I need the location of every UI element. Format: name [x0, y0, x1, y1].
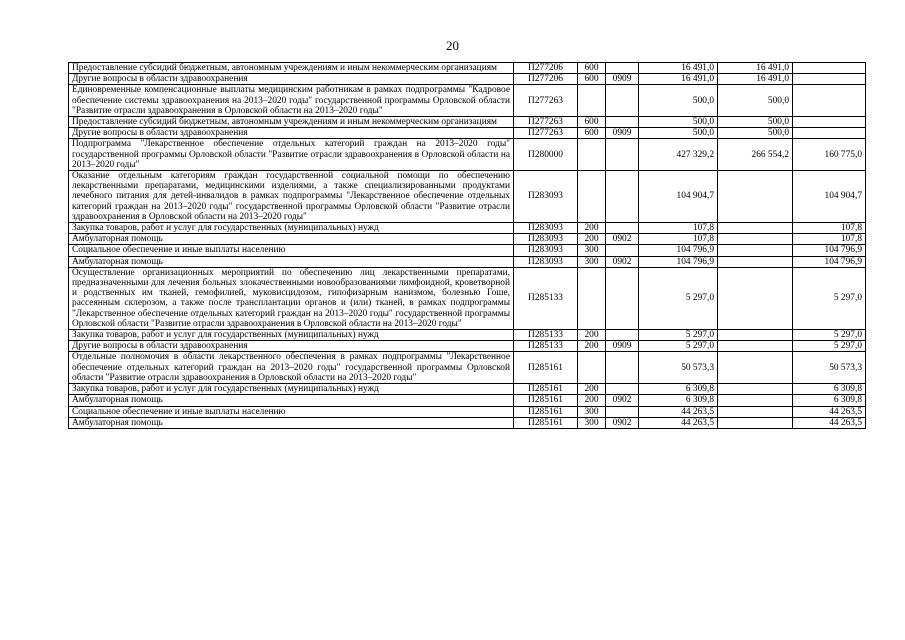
amount-total-cell: 50 573,3 [639, 352, 718, 384]
amount-regional-cell: 266 554,2 [718, 139, 793, 171]
expense-kind-cell: 200 [578, 223, 606, 234]
amount-regional-cell [718, 256, 793, 267]
target-article-code-cell: П285161 [514, 384, 578, 395]
amount-total-cell: 427 329,2 [639, 139, 718, 171]
amount-federal-cell: 6 309,8 [793, 395, 866, 406]
amount-regional-cell: 16 491,0 [718, 63, 793, 74]
expense-name-cell: Предоставление субсидий бюджетным, автономным учреждениям и иным некоммерческим организациям [69, 117, 514, 128]
amount-federal-cell: 107,8 [793, 234, 866, 245]
amount-federal-cell: 104 904,7 [793, 171, 866, 223]
table-row [69, 128, 866, 139]
section-code-cell [606, 63, 639, 74]
section-code-cell [606, 245, 639, 256]
table-row [69, 74, 866, 85]
section-code-cell [606, 139, 639, 171]
expense-name-cell: Амбулаторная помощь [69, 234, 514, 245]
amount-total-cell: 16 491,0 [639, 74, 718, 85]
target-article-code-cell: П277263 [514, 117, 578, 128]
expense-name-cell: Социальное обеспечение и иные выплаты населению [69, 245, 514, 256]
amount-total-cell: 16 491,0 [639, 63, 718, 74]
amount-federal-cell: 5 297,0 [793, 330, 866, 341]
target-article-code-cell: П283093 [514, 171, 578, 223]
expense-kind-cell [578, 139, 606, 171]
amount-federal-cell: 160 775,0 [793, 139, 866, 171]
expense-name-cell: Другие вопросы в области здравоохранения [69, 74, 514, 85]
expense-kind-cell: 200 [578, 384, 606, 395]
amount-regional-cell [718, 341, 793, 352]
amount-total-cell: 6 309,8 [639, 384, 718, 395]
table-row [69, 267, 866, 329]
target-article-code-cell: П283093 [514, 234, 578, 245]
amount-federal-cell: 6 309,8 [793, 384, 866, 395]
section-code-cell [606, 171, 639, 223]
section-code-cell: 0909 [606, 341, 639, 352]
section-code-cell [606, 223, 639, 234]
expense-kind-cell [578, 267, 606, 329]
amount-regional-cell [718, 406, 793, 417]
amount-regional-cell: 500,0 [718, 117, 793, 128]
amount-federal-cell [793, 128, 866, 139]
amount-regional-cell [718, 245, 793, 256]
section-code-cell: 0902 [606, 234, 639, 245]
amount-regional-cell [718, 330, 793, 341]
table-row [69, 139, 866, 171]
expense-name-cell: Закупка товаров, работ и услуг для государственных (муниципальных) нужд [69, 223, 514, 234]
amount-federal-cell: 104 796,9 [793, 256, 866, 267]
amount-total-cell: 5 297,0 [639, 341, 718, 352]
section-code-cell: 0902 [606, 417, 639, 428]
table-row [69, 341, 866, 352]
amount-total-cell: 5 297,0 [639, 267, 718, 329]
table-row [69, 352, 866, 384]
target-article-code-cell: П285161 [514, 395, 578, 406]
expense-kind-cell: 200 [578, 330, 606, 341]
expense-kind-cell: 300 [578, 406, 606, 417]
target-article-code-cell: П277263 [514, 128, 578, 139]
target-article-code-cell: П285133 [514, 330, 578, 341]
table-row [69, 234, 866, 245]
expense-kind-cell: 200 [578, 234, 606, 245]
target-article-code-cell: П280000 [514, 139, 578, 171]
section-code-cell [606, 267, 639, 329]
amount-total-cell: 107,8 [639, 234, 718, 245]
expense-name-cell: Социальное обеспечение и иные выплаты населению [69, 406, 514, 417]
section-code-cell: 0902 [606, 395, 639, 406]
amount-regional-cell: 16 491,0 [718, 74, 793, 85]
target-article-code-cell: П285161 [514, 417, 578, 428]
amount-regional-cell: 500,0 [718, 128, 793, 139]
expense-kind-cell: 200 [578, 395, 606, 406]
expense-kind-cell: 600 [578, 128, 606, 139]
expense-kind-cell [578, 352, 606, 384]
amount-total-cell: 500,0 [639, 117, 718, 128]
expense-name-cell: Закупка товаров, работ и услуг для государственных (муниципальных) нужд [69, 384, 514, 395]
target-article-code-cell: П283093 [514, 256, 578, 267]
section-code-cell: 0902 [606, 256, 639, 267]
amount-federal-cell: 107,8 [793, 223, 866, 234]
table-row [69, 171, 866, 223]
table-row [69, 395, 866, 406]
table-row [69, 223, 866, 234]
expense-kind-cell: 300 [578, 245, 606, 256]
expense-name-cell: Амбулаторная помощь [69, 256, 514, 267]
amount-total-cell: 104 796,9 [639, 245, 718, 256]
amount-regional-cell [718, 384, 793, 395]
expense-name-cell: Амбулаторная помощь [69, 417, 514, 428]
expense-kind-cell [578, 85, 606, 117]
amount-federal-cell [793, 85, 866, 117]
expense-name-cell: Закупка товаров, работ и услуг для государственных (муниципальных) нужд [69, 330, 514, 341]
section-code-cell: 0909 [606, 128, 639, 139]
amount-federal-cell: 5 297,0 [793, 341, 866, 352]
table-row [69, 245, 866, 256]
section-code-cell [606, 85, 639, 117]
table-row [69, 406, 866, 417]
amount-federal-cell [793, 74, 866, 85]
target-article-code-cell: П277206 [514, 63, 578, 74]
amount-regional-cell [718, 223, 793, 234]
expense-name-cell: Отдельные полномочия в области лекарственного обеспечения в рамках подпрограммы "Лекарственное обеспечение отдельных категорий граждан на 2013–2020 годы" государственной программы Орловской области "Развитие отрасли здравоохранения в Орловской области на 2013–2020 годы" [69, 352, 514, 384]
expense-kind-cell: 200 [578, 341, 606, 352]
amount-regional-cell [718, 395, 793, 406]
amount-regional-cell [718, 267, 793, 329]
amount-federal-cell: 44 263,5 [793, 417, 866, 428]
amount-regional-cell [718, 352, 793, 384]
expense-name-cell: Другие вопросы в области здравоохранения [69, 128, 514, 139]
table-row [69, 63, 866, 74]
amount-total-cell: 6 309,8 [639, 395, 718, 406]
section-code-cell [606, 406, 639, 417]
table-row [69, 330, 866, 341]
amount-federal-cell: 104 796,9 [793, 245, 866, 256]
page-number: 20 [446, 38, 459, 53]
target-article-code-cell: П285161 [514, 406, 578, 417]
table-row [69, 85, 866, 117]
expense-name-cell: Предоставление субсидий бюджетным, автономным учреждениям и иным некоммерческим организациям [69, 63, 514, 74]
target-article-code-cell: П277206 [514, 74, 578, 85]
expense-name-cell: Амбулаторная помощь [69, 395, 514, 406]
expense-name-cell: Единовременные компенсационные выплаты медицинским работникам в рамках подпрограммы "Кадровое обеспечение системы здравоохранения на 2013–2020 годы" государственной программы Орловской области "Развитие отрасли здравоохранения в Орловской области на 2013–2020 годы" [69, 85, 514, 117]
amount-total-cell: 5 297,0 [639, 330, 718, 341]
expense-kind-cell: 600 [578, 117, 606, 128]
expense-kind-cell: 600 [578, 63, 606, 74]
target-article-code-cell: П277263 [514, 85, 578, 117]
amount-regional-cell [718, 417, 793, 428]
table-row [69, 117, 866, 128]
amount-total-cell: 500,0 [639, 85, 718, 117]
amount-regional-cell [718, 234, 793, 245]
expense-name-cell: Оказание отдельным категориям граждан государственной социальной помощи по обеспечению лекарственными препаратами, медицинскими изделиями, а также специализированными продуктами лечебного питания для детей-инвалидов в рамках подпрограммы "Лекарственное обеспечение отдельных категорий граждан на 2013–2020 годы" государственной программы Орловской области "Развитие отрасли здравоохранения в Орловской области на 2013–2020 годы" [69, 171, 514, 223]
amount-federal-cell: 44 263,5 [793, 406, 866, 417]
section-code-cell [606, 117, 639, 128]
section-code-cell [606, 352, 639, 384]
budget-table [68, 62, 866, 429]
expense-name-cell: Подпрограмма "Лекарственное обеспечение отдельных категорий граждан на 2013–2020 годы" государственной программы Орловской области "Развитие отрасли здравоохранения в Орловской области на 2013–2020 годы" [69, 139, 514, 171]
section-code-cell: 0909 [606, 74, 639, 85]
amount-total-cell: 44 263,5 [639, 417, 718, 428]
expense-kind-cell: 300 [578, 417, 606, 428]
target-article-code-cell: П283093 [514, 223, 578, 234]
table-body [69, 63, 866, 429]
amount-federal-cell: 50 573,3 [793, 352, 866, 384]
target-article-code-cell: П283093 [514, 245, 578, 256]
amount-regional-cell: 500,0 [718, 85, 793, 117]
table-row [69, 256, 866, 267]
expense-name-cell: Осуществление организационных мероприятий по обеспечению лиц лекарственными препаратами, предназначенными для лечения больных злокачественными новообразованиями лимфоидной, кроветворной и родственных им тканей, гемофилией, муковисцидозом, гипофизарным нанизмом, болезнью Гоше, рассеянным склерозом, а также после трансплантации органов и (или) тканей, в рамках подпрограммы "Лекарственное обеспечение отдельных категорий граждан на 2013–2020 годы" государственной программы Орловской области "Развитие отрасли здравоохранения в Орловской области на 2013–2020 годы" [69, 267, 514, 329]
amount-federal-cell [793, 63, 866, 74]
expense-kind-cell: 600 [578, 74, 606, 85]
amount-total-cell: 104 904,7 [639, 171, 718, 223]
section-code-cell [606, 330, 639, 341]
section-code-cell [606, 384, 639, 395]
expense-kind-cell: 300 [578, 256, 606, 267]
amount-federal-cell [793, 117, 866, 128]
amount-total-cell: 44 263,5 [639, 406, 718, 417]
amount-regional-cell [718, 171, 793, 223]
amount-federal-cell: 5 297,0 [793, 267, 866, 329]
amount-total-cell: 107,8 [639, 223, 718, 234]
expense-kind-cell [578, 171, 606, 223]
expense-name-cell: Другие вопросы в области здравоохранения [69, 341, 514, 352]
table-row [69, 384, 866, 395]
target-article-code-cell: П285161 [514, 352, 578, 384]
table-row [69, 417, 866, 428]
amount-total-cell: 500,0 [639, 128, 718, 139]
amount-total-cell: 104 796,9 [639, 256, 718, 267]
target-article-code-cell: П285133 [514, 267, 578, 329]
target-article-code-cell: П285133 [514, 341, 578, 352]
